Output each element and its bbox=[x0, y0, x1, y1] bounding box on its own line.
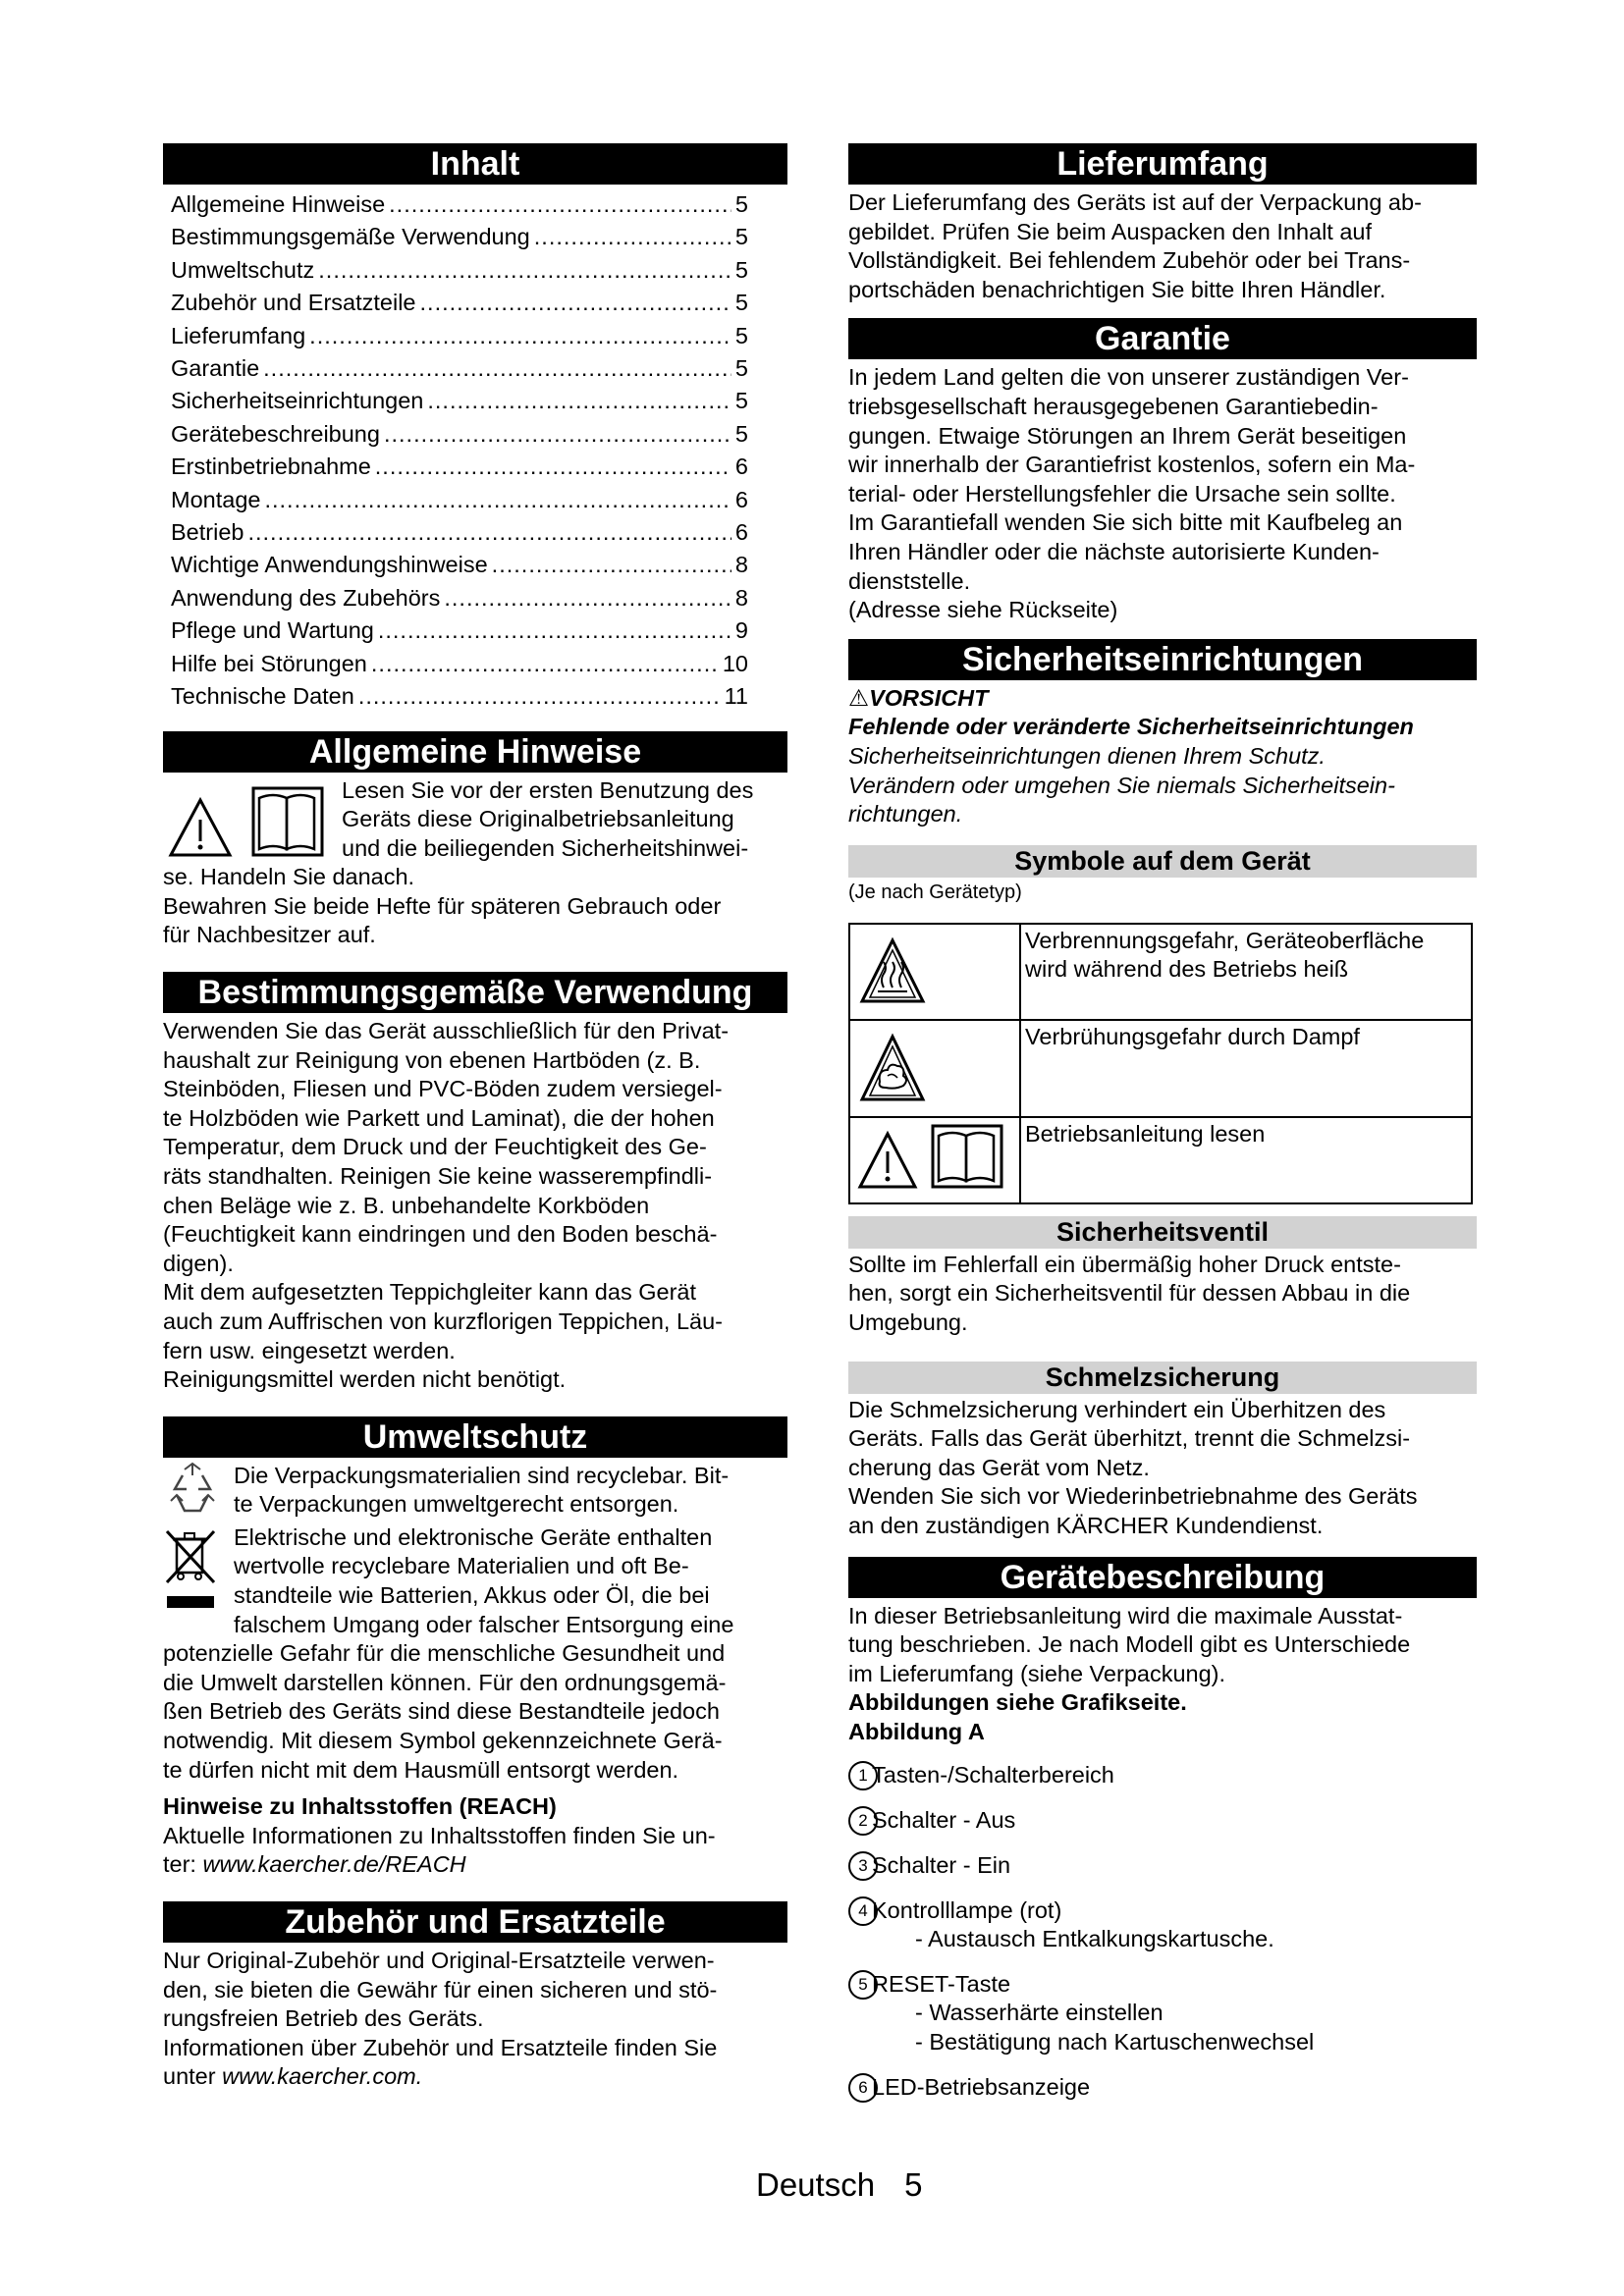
ventil-heading: Sicherheitsventil bbox=[848, 1216, 1477, 1249]
toc-entry[interactable] bbox=[163, 451, 787, 483]
toc-entry[interactable] bbox=[163, 648, 787, 680]
geraet-section bbox=[848, 1602, 1477, 2103]
toc-entry-title: Gerätebeschreibung bbox=[171, 420, 380, 447]
schmelz-heading: Schmelzsicherung bbox=[848, 1362, 1477, 1394]
symbole-heading: Symbole auf dem Gerät bbox=[848, 845, 1477, 878]
text-line: gebildet. Prüfen Sie beim Auspacken den Inhalt auf bbox=[848, 218, 1373, 244]
text-line: triebsgesellschaft herausgegebenen Garantiebedin- bbox=[848, 393, 1379, 419]
text-line: richtungen. bbox=[848, 801, 963, 828]
sicherheit-section bbox=[848, 684, 1477, 1541]
text-line: Ihren Händler oder die nächste autorisierte Kunden- bbox=[848, 538, 1380, 564]
component-sub-item: - Bestätigung nach Kartuschenwechsel bbox=[915, 2028, 1315, 2055]
text-fragment: ter: bbox=[163, 1851, 203, 1878]
lieferumfang-heading: Lieferumfang bbox=[848, 143, 1477, 185]
right-column bbox=[848, 143, 1477, 2118]
warning-manual-icon bbox=[163, 776, 342, 863]
geraet-heading: Gerätebeschreibung bbox=[848, 1557, 1477, 1598]
toc-leader-dots bbox=[318, 254, 731, 287]
toc-entry-title: Lieferumfang bbox=[171, 322, 306, 348]
toc-entry-page: 5 bbox=[734, 256, 748, 283]
text-line: im Lieferumfang (siehe Verpackung). bbox=[848, 1660, 1226, 1686]
text-line: Steinböden, Fliesen und PVC-Böden zudem versiegel- bbox=[163, 1076, 723, 1102]
warning-manual-icon bbox=[856, 1120, 1013, 1191]
lieferumfang-section bbox=[848, 188, 1477, 304]
crossed-bin-icon bbox=[163, 1527, 218, 1633]
text-line: haushalt zur Reinigung von ebenen Hartböden (z. B. bbox=[163, 1046, 701, 1073]
umweltschutz-section bbox=[163, 1462, 787, 1880]
text-line: Im Garantiefall wenden Sie sich bitte mit Kaufbeleg an bbox=[848, 509, 1403, 536]
text-fragment: unter bbox=[163, 2063, 223, 2090]
footer-language: Deutsch bbox=[756, 2166, 876, 2203]
toc-entry-page: 5 bbox=[734, 224, 748, 250]
toc-entry-page: 6 bbox=[734, 486, 748, 512]
figure-label: Abbildung A bbox=[848, 1719, 985, 1744]
text-line: an den zuständigen KÄRCHER Kundendienst. bbox=[848, 1513, 1324, 1539]
component-number-badge: 6 bbox=[848, 2073, 878, 2103]
text-line: ßen Betrieb des Geräts sind diese Bestandteile jedoch bbox=[163, 1698, 720, 1725]
toc-entry-page: 5 bbox=[734, 290, 748, 316]
component-number-badge: 4 bbox=[848, 1896, 878, 1926]
toc-entry-page: 5 bbox=[734, 420, 748, 447]
toc-entry[interactable] bbox=[163, 385, 787, 417]
toc-entry-title: Bestimmungsgemäße Verwendung bbox=[171, 224, 530, 250]
text-line: chen Beläge wie z. B. unbehandelte Korkböden bbox=[163, 1192, 650, 1218]
toc-leader-dots bbox=[378, 614, 731, 647]
toc-leader-dots bbox=[427, 385, 731, 417]
text-line: In jedem Land gelten die von unserer zuständigen Ver- bbox=[848, 364, 1409, 391]
toc-entry-title: Wichtige Anwendungshinweise bbox=[171, 552, 488, 578]
text-line: In dieser Betriebsanleitung wird die maximale Ausstat- bbox=[848, 1602, 1403, 1629]
text-line: Elektrische und elektronische Geräte enthalten bbox=[234, 1523, 713, 1550]
warning-icon: ⚠ bbox=[848, 684, 870, 711]
warning-label bbox=[848, 684, 1477, 714]
toc-entry-title: Allgemeine Hinweise bbox=[171, 191, 386, 217]
symbol-text: wird während des Betriebs heiß bbox=[1025, 956, 1349, 983]
text-line: te dürfen nicht mit dem Hausmüll entsorgt werden. bbox=[163, 1756, 679, 1783]
toc-entry[interactable] bbox=[163, 254, 787, 287]
toc-leader-dots bbox=[309, 320, 731, 352]
component-label: Schalter - Ein bbox=[872, 1851, 1011, 1878]
table-of-contents bbox=[163, 188, 787, 714]
component-item bbox=[848, 1851, 1477, 1881]
component-label: Kontrolllampe (rot) bbox=[872, 1896, 1062, 1923]
allgemeine-hinweise-section bbox=[163, 776, 787, 951]
toc-entry-title: Pflege und Wartung bbox=[171, 617, 374, 644]
allgemeine-hinweise-heading: Allgemeine Hinweise bbox=[163, 731, 787, 773]
toc-entry-page: 6 bbox=[734, 454, 748, 480]
text-line: räts standhalten. Reinigen Sie keine wasserempfindli- bbox=[163, 1163, 713, 1190]
text-line: Bewahren Sie beide Hefte für späteren Gebrauch oder bbox=[163, 892, 722, 919]
reach-title: Hinweise zu Inhaltsstoffen (REACH) bbox=[163, 1793, 557, 1820]
umweltschutz-heading: Umweltschutz bbox=[163, 1416, 787, 1458]
text-line: Reinigungsmittel werden nicht benötigt. bbox=[163, 1366, 567, 1393]
text-line: te Verpackungen umweltgerecht entsorgen. bbox=[234, 1491, 679, 1518]
toc-entry-title: Umweltschutz bbox=[171, 256, 315, 283]
text-line: Mit dem aufgesetzten Teppichgleiter kann das Gerät bbox=[163, 1279, 696, 1306]
text-line: cherung das Gerät vom Netz. bbox=[848, 1454, 1150, 1480]
toc-entry-page: 6 bbox=[734, 519, 748, 546]
toc-entry-title: Technische Daten bbox=[171, 683, 354, 710]
toc-entry-title: Montage bbox=[171, 486, 261, 512]
toc-heading: Inhalt bbox=[163, 143, 787, 185]
text-line: (Adresse siehe Rückseite) bbox=[848, 597, 1118, 623]
component-item bbox=[848, 2073, 1477, 2103]
text-line: portschäden benachrichtigen Sie bitte Ihren Händler. bbox=[848, 276, 1386, 302]
text-line: tung beschrieben. Je nach Modell gibt es Unterschiede bbox=[848, 1631, 1411, 1658]
component-number-badge: 1 bbox=[848, 1761, 878, 1790]
text-line: rungsfreien Betrieb des Geräts. bbox=[163, 2005, 484, 2032]
text-line: hen, sorgt ein Sicherheitsventil für dessen Abbau in die bbox=[848, 1280, 1411, 1307]
toc-entry[interactable] bbox=[163, 287, 787, 319]
recycling-icon bbox=[163, 1462, 222, 1519]
toc-entry-page: 5 bbox=[734, 388, 748, 414]
text-line: (Feuchtigkeit kann eindringen und den Boden beschä- bbox=[163, 1221, 718, 1248]
text-line: Die Schmelzsicherung verhindert ein Überhitzen des bbox=[848, 1396, 1386, 1422]
text-line: Sollte im Fehlerfall ein übermäßig hoher Druck entste- bbox=[848, 1251, 1401, 1277]
symbol-table bbox=[848, 923, 1473, 1204]
toc-leader-dots bbox=[389, 188, 731, 221]
text-line: Der Lieferumfang des Geräts ist auf der Verpackung ab- bbox=[848, 189, 1422, 215]
text-line: fern usw. eingesetzt werden. bbox=[163, 1337, 456, 1363]
toc-entry[interactable] bbox=[163, 549, 787, 581]
figures-note: Abbildungen siehe Grafikseite. bbox=[848, 1689, 1187, 1716]
left-column bbox=[163, 143, 787, 2092]
component-sub-item: - Austausch Entkalkungskartusche. bbox=[915, 1926, 1274, 1952]
text-line: potenzielle Gefahr für die menschliche Gesundheit und bbox=[163, 1640, 726, 1667]
warning-word: VORSICHT bbox=[869, 684, 989, 711]
toc-leader-dots bbox=[264, 484, 731, 516]
toc-entry-title: Zubehör und Ersatzteile bbox=[171, 290, 416, 316]
toc-leader-dots bbox=[384, 418, 731, 451]
toc-leader-dots bbox=[492, 549, 731, 581]
toc-entry[interactable] bbox=[163, 516, 787, 549]
component-label: Tasten-/Schalterbereich bbox=[872, 1761, 1114, 1788]
toc-leader-dots bbox=[534, 221, 731, 253]
toc-leader-dots bbox=[444, 582, 731, 614]
toc-entry[interactable] bbox=[163, 614, 787, 647]
reach-link[interactable]: www.kaercher.de/REACH bbox=[202, 1851, 466, 1878]
text-line: Vollständigkeit. Bei fehlendem Zubehör oder bei Trans- bbox=[848, 247, 1411, 274]
symbol-text: Betriebsanleitung lesen bbox=[1025, 1121, 1266, 1148]
text-line: für Nachbesitzer auf. bbox=[163, 922, 376, 948]
text-line: te Holzböden wie Parkett und Laminat), die der hohen bbox=[163, 1104, 715, 1131]
page-number: 5 bbox=[904, 2166, 923, 2203]
steam-hazard-icon bbox=[856, 1025, 929, 1105]
symbol-text: Verbrennungsgefahr, Geräteoberfläche bbox=[1025, 927, 1425, 953]
text-line: Verwenden Sie das Gerät ausschließlich für den Privat- bbox=[163, 1018, 730, 1044]
bestimmung-section bbox=[163, 1017, 787, 1395]
text-line: dienststelle. bbox=[848, 567, 971, 594]
text-line: standteile wie Batterien, Akkus oder Öl, die bei bbox=[234, 1581, 710, 1608]
text-line: Geräts. Falls das Gerät überhitzt, trennt die Schmelzsi- bbox=[848, 1425, 1411, 1452]
component-item bbox=[848, 1806, 1477, 1836]
kaercher-link[interactable]: www.kaercher.com. bbox=[222, 2063, 423, 2090]
toc-entry[interactable] bbox=[163, 484, 787, 516]
toc-leader-dots bbox=[420, 287, 731, 319]
text-line: Die Verpackungsmaterialien sind recyclebar. Bit- bbox=[234, 1462, 730, 1488]
component-item bbox=[848, 1761, 1477, 1790]
toc-entry[interactable] bbox=[163, 320, 787, 352]
text-line: falschem Umgang oder falscher Entsorgung eine bbox=[234, 1611, 734, 1637]
toc-leader-dots bbox=[375, 451, 731, 483]
symbole-note: (Je nach Gerätetyp) bbox=[848, 881, 1022, 903]
toc-entry-title: Sicherheitseinrichtungen bbox=[171, 388, 424, 414]
toc-entry-title: Anwendung des Zubehörs bbox=[171, 584, 441, 611]
toc-entry[interactable] bbox=[163, 418, 787, 451]
warning-title: Fehlende oder veränderte Sicherheitseinrichtungen bbox=[848, 714, 1414, 740]
component-item bbox=[848, 1896, 1477, 1954]
component-label: Schalter - Aus bbox=[872, 1806, 1016, 1833]
text-line bbox=[163, 1850, 787, 1880]
text-line: Verändern oder umgehen Sie niemals Sicherheitsein- bbox=[848, 772, 1395, 798]
text-line: und die beiliegenden Sicherheitshinwei- bbox=[342, 834, 749, 861]
component-list bbox=[848, 1761, 1477, 2103]
component-number-badge: 5 bbox=[848, 1970, 878, 2000]
toc-leader-dots bbox=[358, 680, 721, 713]
toc-entry-page: 5 bbox=[734, 191, 748, 217]
text-line: Nur Original-Zubehör und Original-Ersatzteile verwen- bbox=[163, 1947, 715, 1973]
component-label: RESET-Taste bbox=[872, 1970, 1011, 1997]
toc-leader-dots bbox=[263, 352, 731, 385]
text-line: notwendig. Mit diesem Symbol gekennzeichnete Gerä- bbox=[163, 1727, 723, 1753]
hot-surface-icon bbox=[856, 929, 929, 1007]
toc-entry-page: 5 bbox=[734, 322, 748, 348]
text-line: gungen. Etwaige Störungen an Ihrem Gerät beseitigen bbox=[848, 422, 1407, 449]
page-footer bbox=[756, 2166, 922, 2204]
garantie-heading: Garantie bbox=[848, 318, 1477, 359]
bestimmung-heading: Bestimmungsgemäße Verwendung bbox=[163, 972, 787, 1013]
toc-entry[interactable] bbox=[163, 221, 787, 253]
toc-leader-dots bbox=[247, 516, 731, 549]
text-line: Lesen Sie vor der ersten Benutzung des bbox=[342, 776, 754, 803]
component-number-badge: 2 bbox=[848, 1806, 878, 1836]
text-line: Wenden Sie sich vor Wiederinbetriebnahme des Geräts bbox=[848, 1483, 1418, 1510]
toc-entry-page: 8 bbox=[734, 552, 748, 578]
text-line: den, sie bieten die Gewähr für einen sicheren und stö- bbox=[163, 1976, 718, 2002]
garantie-section bbox=[848, 363, 1477, 624]
toc-entry-page: 11 bbox=[724, 683, 748, 710]
text-line: digen). bbox=[163, 1250, 234, 1276]
text-line: Umgebung. bbox=[848, 1309, 968, 1336]
symbol-text: Verbrühungsgefahr durch Dampf bbox=[1025, 1023, 1360, 1049]
text-line: Sicherheitseinrichtungen dienen Ihrem Schutz. bbox=[848, 742, 1326, 769]
component-item bbox=[848, 1970, 1477, 2057]
text-line: auch zum Auffrischen von kurzflorigen Teppichen, Läu- bbox=[163, 1308, 724, 1334]
toc-entry-title: Betrieb bbox=[171, 519, 244, 546]
toc-entry[interactable] bbox=[163, 582, 787, 614]
toc-entry[interactable] bbox=[163, 352, 787, 385]
text-line: Geräts diese Originalbetriebsanleitung bbox=[342, 806, 734, 832]
component-number-badge: 3 bbox=[848, 1851, 878, 1881]
zubehoer-section bbox=[163, 1947, 787, 2092]
text-line: Aktuelle Informationen zu Inhaltsstoffen finden Sie un- bbox=[163, 1822, 716, 1848]
text-line: wertvolle recyclebare Materialien und oft Be- bbox=[234, 1553, 689, 1579]
text-line: terial- oder Herstellungsfehler die Ursache sein sollte. bbox=[848, 480, 1396, 507]
text-line bbox=[163, 2062, 787, 2092]
text-line: wir innerhalb der Garantiefrist kostenlos, sofern ein Ma- bbox=[848, 452, 1416, 478]
component-sub-item: - Wasserhärte einstellen bbox=[915, 2000, 1164, 2026]
sicherheit-heading: Sicherheitseinrichtungen bbox=[848, 639, 1477, 680]
text-line: die Umwelt darstellen können. Für den ordnungsgemä- bbox=[163, 1669, 727, 1695]
toc-entry[interactable] bbox=[163, 188, 787, 221]
toc-entry-title: Hilfe bei Störungen bbox=[171, 650, 367, 676]
zubehoer-heading: Zubehör und Ersatzteile bbox=[163, 1901, 787, 1943]
text-line: Temperatur, dem Druck und der Feuchtigkeit des Ge- bbox=[163, 1134, 707, 1160]
toc-entry-page: 8 bbox=[734, 584, 748, 611]
toc-entry[interactable] bbox=[163, 680, 787, 713]
text-line: se. Handeln Sie danach. bbox=[163, 864, 415, 890]
component-label: LED-Betriebsanzeige bbox=[872, 2073, 1091, 2100]
text-line: Informationen über Zubehör und Ersatzteile finden Sie bbox=[163, 2034, 718, 2060]
toc-entry-title: Garantie bbox=[171, 355, 260, 382]
toc-entry-title: Erstinbetriebnahme bbox=[171, 454, 371, 480]
toc-leader-dots bbox=[371, 648, 719, 680]
toc-entry-page: 10 bbox=[722, 650, 748, 676]
toc-entry-page: 5 bbox=[734, 355, 748, 382]
toc-entry-page: 9 bbox=[734, 617, 748, 644]
